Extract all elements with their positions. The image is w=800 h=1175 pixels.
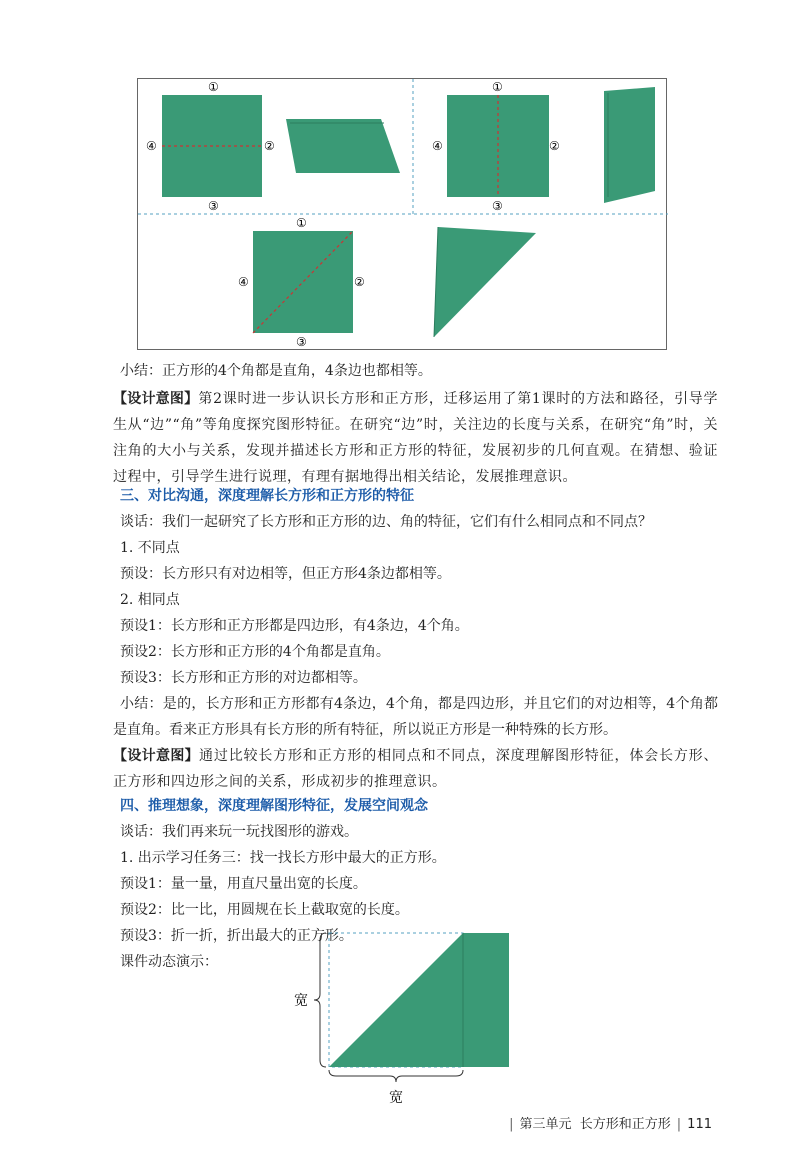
design-text-2: 通过比较长方形和正方形的相同点和不同点，深度理解图形特征，体会长方形、正方形和四边形之间的关系，形成初步的推理意识。 [113,748,719,790]
section-3-item-2: 2. 相同点 [120,592,180,608]
section-4-title: 四、推理想象，深度理解图形特征，发展空间观念 [120,798,428,814]
label-1-a: ① [208,80,219,94]
design-text-1: 第2课时进一步认识长方形和正方形，迁移运用了第1课时的方法和路径，引导学生从“边”“角”等角度探究图形特征。在研究“边”时，关注边的长度与关系，在研究“角”时，关注角的大小与关系，发现并描述长方形和正方形的特征，发展初步的几何直观。在猜想、验证过程中，引导学生进行说理，有理有据地得出相关结论，发展推理意识。 [113,391,719,485]
page-number: 111 [687,1117,712,1132]
label-2-a: ② [264,139,275,153]
design-tag-1: 【设计意图】 [113,391,199,407]
page-footer [503,1113,712,1132]
section-3-preset-3: 预设3：长方形和正方形的对边都相等。 [120,670,367,686]
section-3-title: 三、对比沟通，深度理解长方形和正方形的特征 [120,488,414,504]
side-label: 宽 [294,993,308,1009]
folded-rectangle-b [604,87,655,203]
footer-title: 长方形和正方形 [579,1117,671,1132]
section-3-summary: 小结：是的，长方形和正方形都有4条边，4个角，都是四边形，并且它们的对边相等，4个角都是直角。看来正方形具有长方形的所有特征，所以说正方形是一种特殊的长方形。 [113,696,718,738]
bottom-brace [329,1070,463,1082]
label-3-a: ③ [208,199,219,213]
section-4-preset-2: 预设2：比一比，用圆规在长上截取宽的长度。 [120,902,409,918]
side-brace [314,933,326,1067]
remaining-strip [463,933,509,1067]
folding-figure [137,78,667,350]
footer-separator-left: | [509,1117,514,1132]
folded-triangle [434,227,536,337]
design-tag-2: 【设计意图】 [113,748,200,764]
bottom-label: 宽 [389,1090,403,1106]
section-4-demo: 课件动态演示： [120,954,218,970]
folded-rectangle-a [286,119,400,173]
footer-unit: 第三单元 [519,1117,572,1132]
section-3-talk: 谈话：我们一起研究了长方形和正方形的边、角的特征，它们有什么相同点和不同点？ [120,514,652,530]
label-3-c: ③ [296,335,307,349]
section-4-preset-3: 预设3：折一折，折出最大的正方形。 [120,928,353,944]
label-2-c: ② [354,275,365,289]
section-3-item-1: 1. 不同点 [120,540,180,556]
label-1-c: ① [296,216,307,230]
label-4-a: ④ [146,139,157,153]
folded-triangle-2 [329,933,463,1067]
design-note-1 [113,386,718,490]
label-1-b: ① [492,80,503,94]
section-3-preset-diff: 预设：长方形只有对边相等，但正方形4条边都相等。 [120,566,451,582]
label-4-c: ④ [238,275,249,289]
design-note-2 [113,743,718,795]
section-3-preset-2: 预设2：长方形和正方形的4个角都是直角。 [120,644,390,660]
section-3-preset-1: 预设1：长方形和正方形都是四边形，有4条边，4个角。 [120,618,469,634]
folding-figure-svg [138,79,668,351]
label-3-b: ③ [492,199,503,213]
section-4-talk: 谈话：我们再来玩一玩找图形的游戏。 [120,824,358,840]
label-2-b: ② [549,139,560,153]
label-4-b: ④ [432,139,443,153]
footer-separator-right: | [676,1117,682,1132]
largest-square-figure [290,928,520,1108]
summary-1: 小结：正方形的4个角都是直角，4条边也都相等。 [120,363,432,379]
largest-square-svg [290,928,520,1108]
section-4-task: 1. 出示学习任务三：找一找长方形中最大的正方形。 [120,850,446,866]
section-4-preset-1: 预设1：量一量，用直尺量出宽的长度。 [120,876,367,892]
